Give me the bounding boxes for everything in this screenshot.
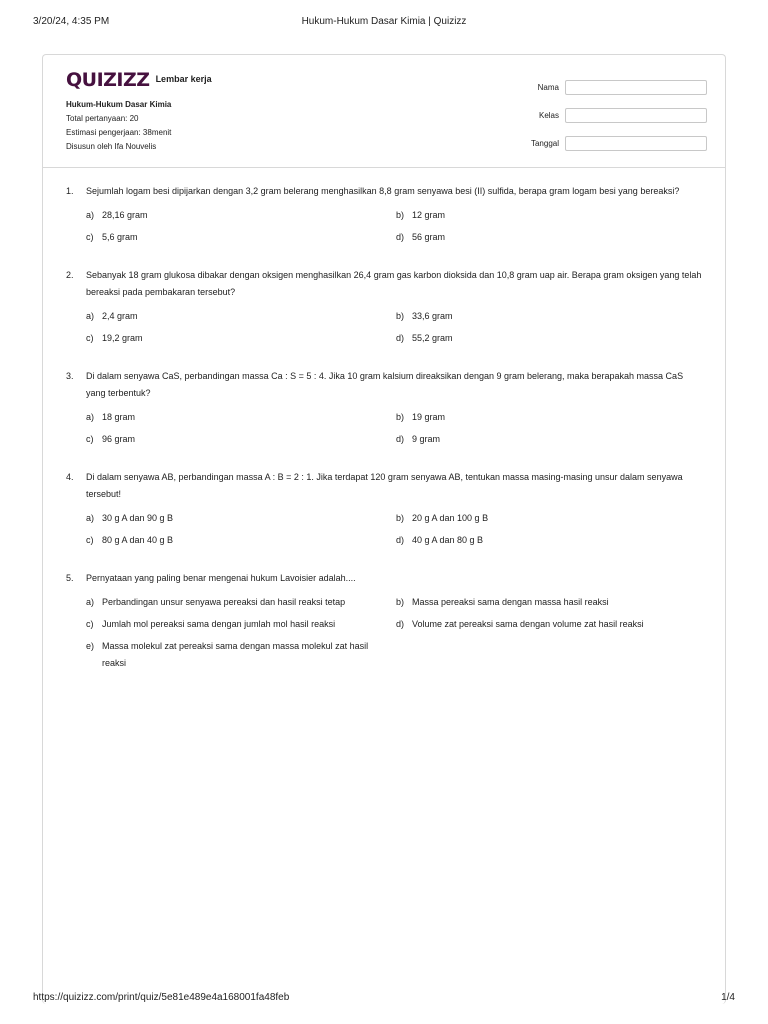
option-letter: d) [396, 232, 405, 242]
question-number: 3. [66, 371, 74, 381]
tanggal-label: Tanggal [530, 138, 559, 148]
option-text: 20 g A dan 100 g B [412, 513, 489, 523]
question-number: 1. [66, 186, 74, 196]
option-letter: b) [396, 412, 405, 422]
question-text: Sebanyak 18 gram glukosa dibakar dengan oksigen menghasilkan 26,4 gram gas karbon dioksida dan 10,8 gram uap air. Berapa gram oksigen yang telah bereaksi pada pembakaran tersebut? [86, 270, 702, 297]
question-text: Di dalam senyawa AB, perbandingan massa A : B = 2 : 1. Jika terdapat 120 gram senyawa AB, tentukan massa masing-masing unsur dalam senyawa tersebut! [86, 472, 683, 499]
option-text: 33,6 gram [412, 311, 453, 321]
tanggal-field[interactable] [565, 136, 707, 151]
option-letter: b) [396, 210, 405, 220]
question-list [66, 183, 703, 672]
answer-option [396, 431, 706, 448]
option-text: Volume zat pereaksi sama dengan volume zat hasil reaksi [412, 619, 644, 629]
option-text: 18 gram [102, 412, 136, 422]
option-text: 28,16 gram [102, 210, 148, 220]
answer-option [86, 229, 396, 246]
option-letter: b) [396, 513, 405, 523]
answer-option [86, 594, 396, 611]
question-item [66, 570, 703, 672]
answer-option [396, 616, 706, 633]
quiz-title: Hukum-Hukum Dasar Kimia [66, 100, 172, 109]
question-text: Sejumlah logam besi dipijarkan dengan 3,2 gram belerang menghasilkan 8,8 gram senyawa besi (II) sulfida, berapa gram logam besi yang bereaksi? [86, 186, 680, 196]
answer-option [86, 207, 396, 224]
option-letter: c) [86, 535, 94, 545]
option-letter: c) [86, 619, 94, 629]
option-text: Jumlah mol pereaksi sama dengan jumlah mol hasil reaksi [102, 619, 336, 629]
nama-label: Nama [537, 82, 559, 92]
quiz-meta [66, 98, 171, 154]
option-text: 19,2 gram [102, 333, 143, 343]
option-text: 56 gram [412, 232, 446, 242]
nama-field[interactable] [565, 80, 707, 95]
answer-option [86, 638, 396, 672]
question-text: Pernyataan yang paling benar mengenai hukum Lavoisier adalah.... [86, 573, 356, 583]
option-letter: d) [396, 619, 405, 629]
worksheet [42, 54, 726, 1004]
option-text: 19 gram [412, 412, 446, 422]
option-text: 9 gram [412, 434, 441, 444]
author: Disusun oleh Ifa Nouvelis [66, 142, 157, 151]
option-letter: b) [396, 597, 405, 607]
option-text: 96 gram [102, 434, 136, 444]
question-item [66, 469, 703, 549]
option-letter: a) [86, 513, 95, 523]
option-text: Massa molekul zat pereaksi sama dengan massa molekul zat hasil reaksi [102, 641, 369, 668]
question-stem [66, 267, 703, 301]
estimated-time: Estimasi pengerjaan: 38menit [66, 128, 172, 137]
option-text: Massa pereaksi sama dengan massa hasil reaksi [412, 597, 609, 607]
field-row-tanggal [531, 129, 707, 157]
print-url[interactable]: https://quizizz.com/print/quiz/5e81e489e4a168001fa48feb [33, 992, 290, 1003]
answer-option [396, 510, 706, 527]
option-letter: a) [86, 597, 95, 607]
question-text: Di dalam senyawa CaS, perbandingan massa Ca : S = 5 : 4. Jika 10 gram kalsium direaksikan dengan 9 gram belerang, maka berapakah massa CaS yang terbentuk? [86, 371, 684, 398]
brand [66, 69, 212, 91]
option-letter: b) [396, 311, 405, 321]
option-text: 2,4 gram [102, 311, 138, 321]
answer-options [86, 594, 703, 672]
field-row-nama [531, 73, 707, 101]
logo-subtitle: Lembar kerja [155, 74, 212, 84]
question-stem [66, 469, 703, 503]
option-text: 30 g A dan 90 g B [102, 513, 174, 523]
answer-option [396, 594, 706, 611]
answer-option [396, 330, 706, 347]
question-stem [66, 368, 703, 402]
total-questions: Total pertanyaan: 20 [66, 114, 139, 123]
student-fields [531, 73, 707, 157]
print-footer [33, 992, 735, 1006]
option-letter: a) [86, 210, 95, 220]
option-letter: c) [86, 232, 94, 242]
field-row-kelas [531, 101, 707, 129]
question-stem [66, 183, 703, 200]
answer-options [86, 207, 703, 246]
option-letter: c) [86, 434, 94, 444]
option-text: 40 g A dan 80 g B [412, 535, 484, 545]
answer-option [86, 532, 396, 549]
kelas-field[interactable] [565, 108, 707, 123]
option-letter: d) [396, 434, 405, 444]
option-letter: d) [396, 535, 405, 545]
question-item [66, 368, 703, 448]
option-letter: d) [396, 333, 405, 343]
print-header [33, 16, 735, 30]
worksheet-header [43, 55, 725, 168]
option-text: 80 g A dan 40 g B [102, 535, 174, 545]
answer-option [396, 207, 706, 224]
print-title: Hukum-Hukum Dasar Kimia | Quizizz [301, 16, 467, 27]
question-item [66, 267, 703, 347]
answer-option [396, 308, 706, 325]
quizizz-logo: QUIZIZZ [66, 69, 150, 91]
question-stem [66, 570, 703, 587]
print-date: 3/20/24, 4:35 PM [33, 16, 110, 27]
answer-option [86, 330, 396, 347]
answer-option [86, 409, 396, 426]
option-text: 12 gram [412, 210, 446, 220]
answer-option [86, 510, 396, 527]
option-text: Perbandingan unsur senyawa pereaksi dan hasil reaksi tetap [102, 597, 346, 607]
page-number: 1/4 [721, 992, 735, 1003]
answer-option [396, 409, 706, 426]
question-number: 5. [66, 573, 74, 583]
option-text: 55,2 gram [412, 333, 453, 343]
kelas-label: Kelas [538, 110, 559, 120]
answer-option [396, 229, 706, 246]
option-text: 5,6 gram [102, 232, 138, 242]
option-letter: e) [86, 641, 95, 651]
question-number: 2. [66, 270, 74, 280]
answer-option [86, 431, 396, 448]
option-letter: a) [86, 311, 95, 321]
answer-options [86, 510, 703, 549]
answer-option [396, 532, 706, 549]
question-item [66, 183, 703, 246]
answer-option [86, 308, 396, 325]
answer-options [86, 409, 703, 448]
option-letter: c) [86, 333, 94, 343]
answer-options [86, 308, 703, 347]
question-number: 4. [66, 472, 74, 482]
option-letter: a) [86, 412, 95, 422]
answer-option [86, 616, 396, 633]
